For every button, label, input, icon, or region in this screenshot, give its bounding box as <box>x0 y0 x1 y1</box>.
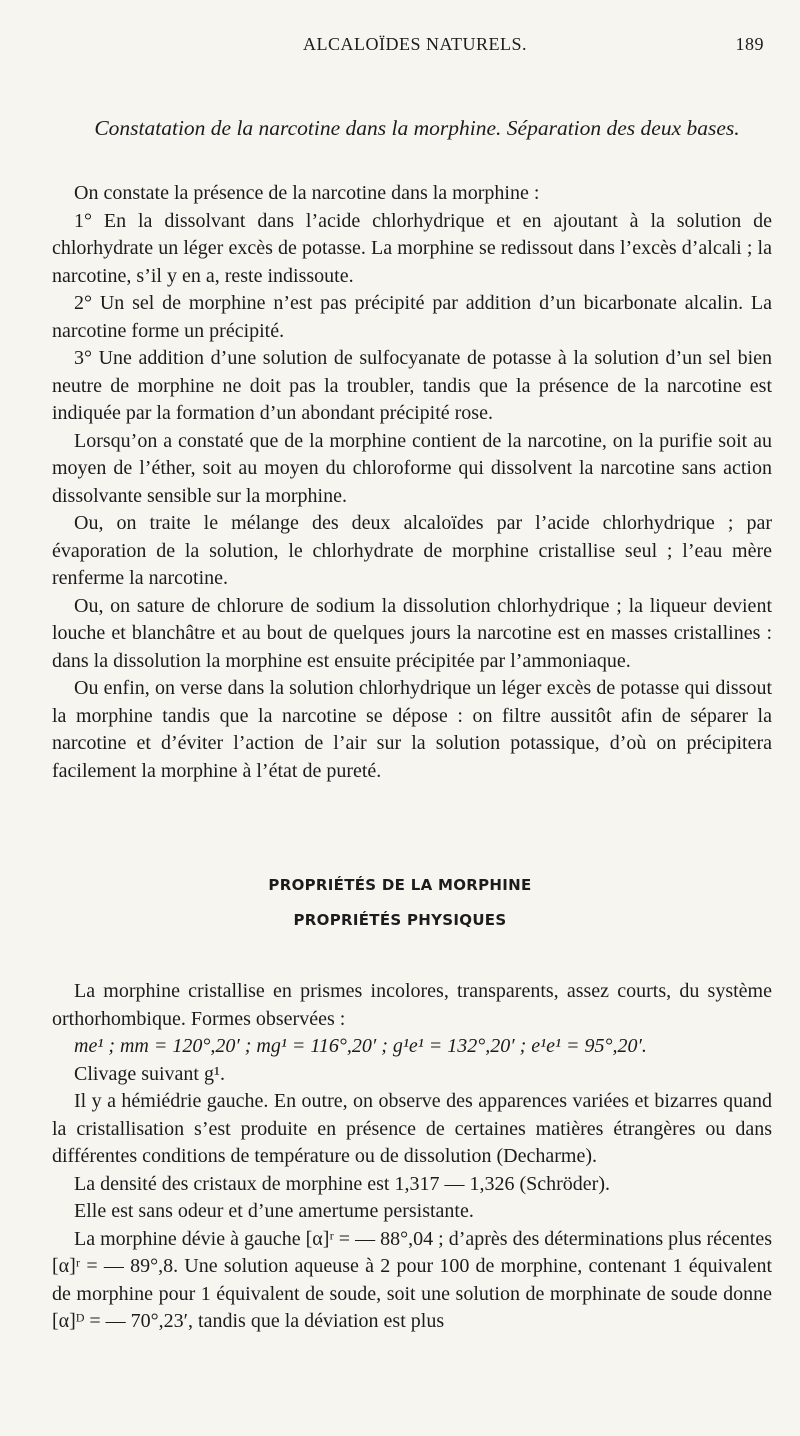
paragraph: 3° Une addition d’une solution de sulfocyanate de potasse à la solution d’un sel bien neutre de morphine ne doit pas la troubler, tandis que la présence de la narcotine est indiquée par la formation d’un abondant précipité rose. <box>52 347 772 424</box>
paragraph: Ou, on sature de chlorure de sodium la dissolution chlorhydrique ; la liqueur devient louche et blanchâtre et au bout de quelques jours la narcotine est en masses cristallines : dans la dissolution la morphine est ensuite précipitée par l’ammoniaque. <box>52 594 772 672</box>
paragraph: La densité des cristaux de morphine est 1,317 — 1,326 (Schröder). <box>74 1172 610 1195</box>
body-text-properties <box>52 978 772 1336</box>
paragraph: Lorsqu’on a constaté que de la morphine contient de la narcotine, on la purifie soit au moyen de l’éther, soit au moyen du chloroforme qui dissolvent la narcotine sans action dissolvante sensible sur la morphine. <box>52 429 772 507</box>
running-title: ALCALOÏDES NATURELS. <box>303 34 527 54</box>
paragraph: On constate la présence de la narcotine dans la morphine : <box>74 182 540 204</box>
paragraph: Ou, on traite le mélange des deux alcaloïdes par l’acide chlorhydrique ; par évaporation de la solution, le chlorhydrate de morphine cristallise seul ; l’eau mère renferme la narcotine. <box>52 512 772 589</box>
paragraph: La morphine cristallise en prismes incolores, transparents, assez courts, du système orthorhombique. Formes observées : <box>52 980 772 1030</box>
crystal-formula: me¹ ; mm = 120°,20′ ; mg¹ = 116°,20′ ; g¹e¹ = 132°,20′ ; e¹e¹ = 95°,20′. <box>74 1035 647 1057</box>
paragraph: Elle est sans odeur et d’une amertume persistante. <box>74 1200 474 1222</box>
body-text <box>52 180 772 785</box>
chapter-heading: PROPRIÉTÉS DE LA MORPHINE <box>268 876 532 894</box>
paragraph: 1° En la dissolvant dans l’acide chlorhydrique et en ajoutant à la solution de chlorhydrate un léger excès de potasse. La morphine se redissout dans l’excès d’alcali ; la narcotine, s’il y en a, reste indissoute. <box>52 209 772 287</box>
subchapter-heading: PROPRIÉTÉS PHYSIQUES <box>293 911 507 929</box>
page-number: 189 <box>735 34 764 54</box>
paragraph: Clivage suivant g¹. <box>74 1062 225 1085</box>
paragraph: La morphine dévie à gauche [α]ʳ = — 88°,04 ; d’après des déterminations plus récentes [α]ʳ = — 89°,8. Une solution aqueuse à 2 pour 100 de morphine, contenant 1 équivalent de morphine pour 1 équivalent de soude, soit une solution de morphinate de soude donne [α]ᴰ = — 70°,23′, tandis que la déviation est plus <box>52 1227 772 1332</box>
running-header <box>60 34 770 58</box>
section-heading: Constatation de la narcotine dans la morphine. Séparation des deux bases. <box>94 116 740 140</box>
paragraph: Il y a hémiédrie gauche. En outre, on observe des apparences variées et bizarres quand la cristallisation s’est produite en présence de certaines matières étrangères ou dans différentes conditions de température ou de dissolution (Decharme). <box>52 1090 772 1167</box>
paragraph: 2° Un sel de morphine n’est pas précipité par addition d’un bicarbonate alcalin. La narcotine forme un précipité. <box>52 292 772 342</box>
paragraph: Ou enfin, on verse dans la solution chlorhydrique un léger excès de potasse qui dissout la morphine tandis que la narcotine se dépose : on filtre aussitôt afin de séparer la narcotine et d’éviter l’action de l’air sur la solution potassique, d’où on précipitera facilement la morphine à l’état de pureté. <box>52 677 772 782</box>
